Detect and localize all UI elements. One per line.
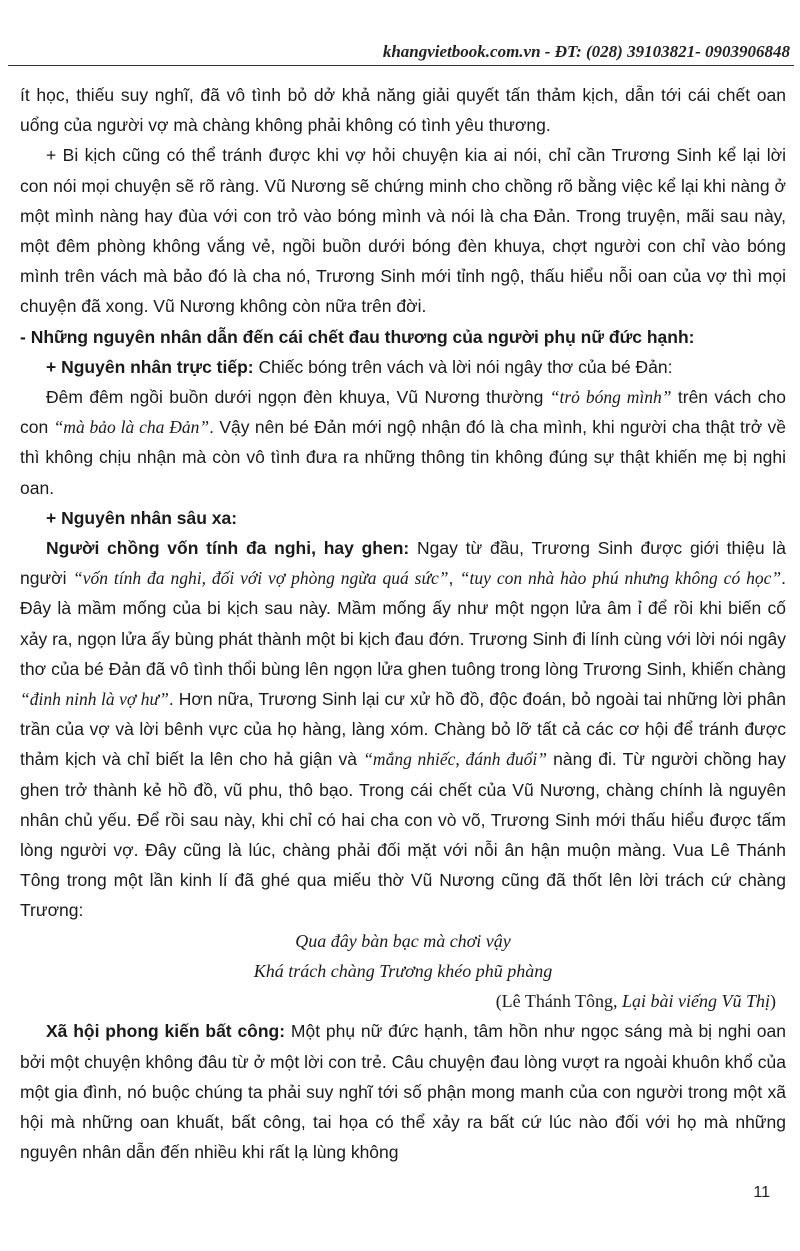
quote-ma-bao-la-cha-dan: “mà bảo là cha Đản”	[53, 417, 210, 438]
shadow-text-a: Đêm đêm ngồi buồn dưới ngọn đèn khuya, Vũ Nương thường	[46, 387, 550, 408]
page-body	[20, 80, 786, 1167]
direct-cause-text: Chiếc bóng trên vách và lời nói ngây thơ của bé Đản:	[253, 356, 673, 377]
paragraph-1: ít học, thiếu suy nghĩ, đã vô tình bỏ dở khả năng giải quyết tấn thảm kịch, dẫn tới cái chết oan uổng của người vợ mà chàng không phải không có tình yêu thương.	[20, 85, 786, 136]
paragraph-husband	[20, 533, 786, 926]
quote-dinh-ninh-la-vo-hu: “đinh ninh là vợ hư”	[20, 689, 169, 710]
shadow-text-c: . Vậy nên bé Đản mới ngộ nhận đó là cha mình, khi người cha thật trở về thì không chịu nhận mà còn vô tình đưa ra những thông tin không đúng sự thật khiến mẹ bị nghi oan.	[20, 417, 787, 498]
deep-cause-heading: + Nguyên nhân sâu xa:	[46, 507, 238, 528]
quote-mang-nhiec-danh-duoi: “mắng nhiếc, đánh đuổi”	[363, 749, 547, 770]
husband-text-b: ,	[448, 568, 460, 589]
society-heading: Xã hội phong kiến bất công:	[46, 1021, 286, 1042]
citation-author: (Lê Thánh Tông,	[495, 991, 622, 1012]
poem-line-2: Khá trách chàng Trương khéo phũ phàng	[253, 960, 553, 981]
husband-text-a: Ngay từ đầu, Trương Sinh được giới thiệu là người	[20, 538, 786, 589]
husband-text-e: nàng đi. Từ người chồng hay ghen trở thành kẻ hồ đồ, vũ phu, thô bạo. Trong cái chết của Vũ Nương, chàng chính là nguyên nhân chủ yếu. Để rồi sau này, khi chỉ có hai cha con vò võ, Trương Sinh mới thấu hiểu được tấm lòng người vợ. Đây cũng là lúc, chàng phải đối mặt với nỗi ân hận muộn màng. Vua Lê Thánh Tông trong một lần kinh lí đã ghé qua miếu thờ Vũ Nương cũng đã thốt lên lời trách cứ chàng Trương:	[20, 749, 786, 921]
direct-cause-heading: + Nguyên nhân trực tiếp:	[46, 356, 254, 377]
poem-line-1: Qua đây bàn bạc mà chơi vậy	[295, 930, 511, 951]
paragraph-2: + Bi kịch cũng có thể tránh được khi vợ hỏi chuyện kia ai nói, chỉ cần Trương Sinh kể lại lời con nói mọi chuyện sẽ rõ ràng. Vũ Nương sẽ chứng minh cho chồng rõ bằng việc kể lại khi nàng ở một mình nàng hay đùa với con trỏ vào bóng mình và nói là cha Đản. Trong truyện, mãi sau này, một đêm phòng không vắng vẻ, ngồi buồn dưới bóng đèn khuya, chợt người con chỉ vào bóng mình trên vách mà bảo đó là cha nó, Trương Sinh mới tỉnh ngộ, thấu hiểu nỗi oan của vợ thì mọi chuyện đã xong. Vũ Nương không còn nữa trên đời.	[20, 145, 786, 317]
paragraph-direct-cause	[20, 352, 786, 382]
citation-close: )	[770, 991, 776, 1012]
quote-tuy-con-nha-hao-phu: “tuy con nhà hào phú nhưng không có học”	[459, 568, 782, 589]
header-rule	[8, 65, 794, 66]
quote-von-tinh-da-nghi: “vốn tính đa nghi, đối với vợ phòng ngừa quá sức”	[72, 568, 449, 589]
poem-citation	[20, 986, 786, 1016]
citation-title: Lại bài viếng Vũ Thị	[622, 991, 770, 1012]
shadow-text-b: trên vách cho con	[20, 387, 786, 438]
husband-text-c: . Đây là mầm mống của bi kịch sau này. Mầm mống ấy như một ngọn lửa âm ỉ để rồi khi biến cố xảy ra, ngọn lửa ấy bùng phát thành một bi kịch đau đớn. Trương Sinh đi lính cùng với lời nói ngây thơ của bé Đản đã vô tình thổi bùng lên ngọn lửa ghen tuông trong lòng Trương Sinh, khiến chàng	[20, 568, 786, 679]
page-header: khangvietbook.com.vn - ĐT: (028) 39103821- 0903906848	[382, 42, 790, 61]
paragraph-shadow	[20, 382, 786, 503]
page-number: 11	[753, 1184, 770, 1201]
husband-text-d: . Hơn nữa, Trương Sinh lại cư xử hồ đồ, độc đoán, bỏ ngoài tai những lời phân trần của vợ và lời bênh vực của họ hàng, làng xóm. Chàng bỏ lỡ tất cả các cơ hội để tránh được thảm kịch và chỉ biết la lên cho hả giận và	[20, 689, 786, 770]
section-heading-causes: - Những nguyên nhân dẫn đến cái chết đau thương của người phụ nữ đức hạnh:	[20, 326, 695, 347]
husband-heading: Người chồng vốn tính đa nghi, hay ghen:	[46, 538, 410, 559]
quote-tro-bong-minh: “trỏ bóng mình”	[549, 387, 672, 408]
paragraph-society	[20, 1016, 786, 1167]
society-text: Một phụ nữ đức hạnh, tâm hồn như ngọc sáng mà bị nghi oan bởi một chuyện không đâu từ ở một lời con trẻ. Câu chuyện đau lòng vượt ra ngoài khuôn khổ của một gia đình, nó buộc chúng ta phải suy nghĩ tới số phận mong manh của con người trong một xã hội mà những oan khuất, bất công, tai họa có thể xảy ra bất cứ lúc nào đối với họ mà những nguyên nhân dẫn đến nhiều khi rất lạ lùng không	[20, 1021, 786, 1163]
